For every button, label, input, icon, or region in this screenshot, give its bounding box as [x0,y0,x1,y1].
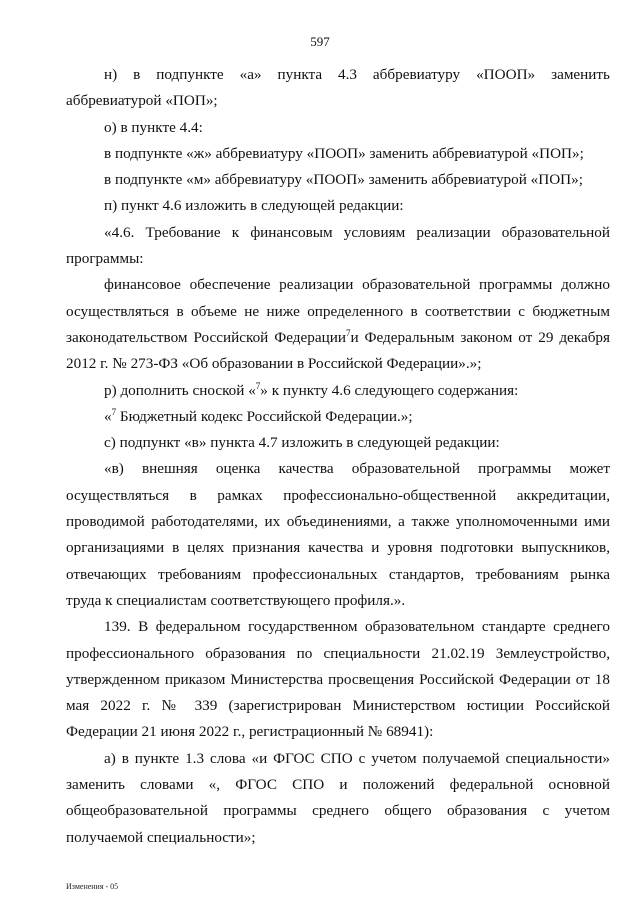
paragraph-v-evaluation: «в) внешняя оценка качества образовательной программы может осуществляться в рамках профессионально-общественной аккредитации, проводимой работодателями, их объединениями, а также уполномоченными ими организациями в целях признания качества и уровня подготовки выпускников, отвечающих требованиям профессиональных стандартов, требованиям рынка труда к специалистам соответствующего профиля.». [66,460,610,609]
footnote-ref-7: 7 [345,327,351,338]
paragraph-footnote-text-2: Бюджетный кодекс Российской Федерации.»; [116,407,413,425]
paragraph-r [66,378,610,404]
paragraph-subitem-zh: в подпункте «ж» аббревиатуру «ПООП» заменить аббревиатурой «ПОП»; [104,144,584,162]
paragraph-footnote-7 [66,404,610,430]
paragraph-financial-text-1: финансовое обеспечение реализации образовательной программы должно осуществляться в объеме не ниже определенного в соответствии с бюджетным законодательством Российской Федерации [66,276,610,346]
footnote-mark-7: 7 [111,406,117,417]
footer-note: Изменения - 05 [66,882,119,891]
paragraph-a-1-3: а) в пункте 1.3 слова «и ФГОС СПО с учетом получаемой специальности» заменить словами «, ФГОС СПО и положений федеральной основной общеобразовательной программы среднего общего образования с учетом получаемой специальности»; [66,749,610,846]
paragraph-n: н) в подпункте «а» пункта 4.3 аббревиатуру «ПООП» заменить аббревиатурой «ПОП»; [66,66,610,110]
paragraph-p: п) пункт 4.6 изложить в следующей редакции: [104,197,404,215]
paragraph-subitem-m: в подпункте «м» аббревиатуру «ПООП» заменить аббревиатурой «ПОП»; [104,171,583,189]
paragraph-footnote-text-1: « [104,407,112,425]
paragraph-financial-text-2: и Федеральным законом от 29 декабря 2012 г. № 273-ФЗ «Об образовании в Российской Федерации».»; [66,328,610,373]
paragraph-financial [66,272,610,377]
paragraph-o: о) в пункте 4.4: [104,118,203,136]
paragraph-r-text-1: р) дополнить сноской « [104,381,256,399]
paragraph-r-text-2: » к пункту 4.6 следующего содержания: [260,381,519,399]
footnote-ref-7: 7 [255,380,261,391]
paragraph-4-6: «4.6. Требование к финансовым условиям реализации образовательной программы: [66,223,610,268]
document-body [66,62,610,851]
page-number: 597 [310,34,330,49]
paragraph-s: с) подпункт «в» пункта 4.7 изложить в следующей редакции: [104,434,500,452]
paragraph-139: 139. В федеральном государственном образовательном стандарте среднего профессионального образования по специальности 21.02.19 Землеустройство, утвержденном приказом Министерства просвещения Российской Федерации от 18 мая 2022 г. № 339 (зарегистрирован Министерством юстиции Российской Федерации 21 июня 2022 г., регистрационный № 68941): [66,618,610,741]
